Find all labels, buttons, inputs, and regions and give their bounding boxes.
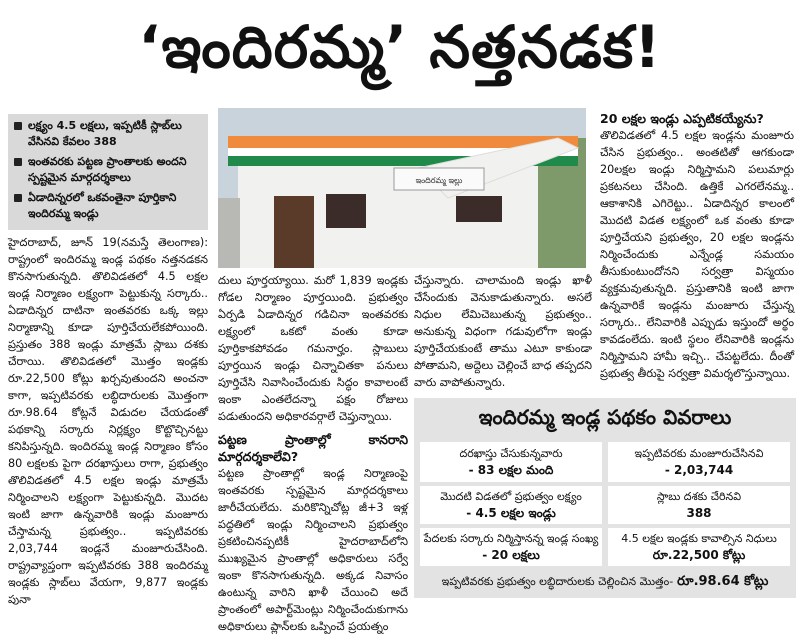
article-paragraph: చేస్తున్నారు. చాలామంది ఇండ్లు ఖాళీ చేసేందుకు వెనుకాడుతున్నారు. అసలే నిధుల లేమిచెబుతున్న ప్రభుత్వం.. అనుకున్న విధంగా గడువులోగా ఇండ్లు పూర్తిచేయకుంటే తాము ఎటూ కాకుండా పోతామని, అద్దెలు చెల్లించే బాధ తప్పదని వారు వాపోతున్నారు.: [414, 274, 592, 389]
highlights-box: [8, 114, 208, 230]
highlight-item: [14, 118, 202, 150]
highlight-item: [14, 190, 202, 222]
highlight-text: ఏడాదిన్నరలో ఒకవంతైనా పూర్తికాని ఇందిరమ్మ ఇండ్లు: [28, 191, 177, 220]
house-illustration: [218, 108, 586, 268]
article-column-3: [414, 272, 592, 391]
cell-label: మొదటి విడతలో ప్రభుత్వం లక్ష్యం: [440, 490, 582, 503]
article-column-4: [600, 110, 794, 382]
cell-value: - 4.5 లక్షల ఇండ్లు: [466, 506, 556, 520]
photo-board-text: ఇందిరమ్మ ఇల్లు: [415, 176, 463, 185]
bullet-icon: [14, 194, 22, 202]
footer-label: ఇప్పటివరకు ప్రభుత్వం లబ్ధిదారులకు చెల్లించిన మొత్తం-: [441, 575, 674, 588]
cell-value: - 83 లక్షల మంది: [468, 463, 554, 477]
cell-value: - 2,03,744: [664, 463, 734, 477]
bullet-icon: [14, 122, 22, 130]
cell-value: రూ.22,500 కోట్లు: [652, 548, 746, 562]
cell-label: 4.5 లక్షల ఇండ్లకు కావాల్సిన నిధులు: [621, 532, 777, 545]
table-footer: [414, 570, 796, 596]
table-cell: [608, 442, 790, 482]
table-title: ఇందిరమ్మ ఇండ్ల పథకం వివరాలు: [478, 404, 732, 429]
headline: ‘ఇందిరమ్మ’ నత్తనడక!: [138, 12, 662, 81]
table-cell: [608, 486, 790, 524]
highlight-text: ఇంతవరకు పట్టణ ప్రాంతాలకు అందని స్పష్టమైన మార్గదర్శకాలు: [28, 155, 187, 184]
footer-value: రూ.98.64 కోట్లు: [677, 574, 769, 589]
table-cell: [420, 528, 602, 566]
table-cell: [608, 528, 790, 566]
article-paragraph: దులు పూర్తయ్యాయి. మరో 1,839 ఇండ్లకు గోడల నిర్మాణం పూర్తయింది. ప్రభుత్వం ఏర్పడి ఏడాదిన్నర గడిచినా ఇంతవరకు లక్ష్యంలో ఒకటో వంతు కూడా పూర్తికాకపోవడం గమనార్హం. స్లాబులు పూర్తయిన ఇండ్లు చిన్నాచితకా పనులు పూర్తిచేసి నివాసించేందుకు సిద్ధం కావాలంటే ఇంకా ఎంతలేదన్నా పక్షం రోజులు పడుతుందని అధికారవర్గాలే చెప్తున్నాయి.: [218, 274, 408, 423]
table-cell: [420, 442, 602, 482]
scheme-details-table: [414, 398, 796, 598]
table-cell: [420, 486, 602, 524]
article-paragraph: హైదరాబాద్, జూన్ 19(నమస్తే తెలంగాణ): రాష్ట్రంలో ఇందిరమ్మ ఇండ్ల పథకం నత్తనడకన కొనసాగుతున్నది. తొలివిడతలో 4.5 లక్షల ఇండ్ల నిర్మాణం లక్ష్యంగా పెట్టుకున్న సర్కారు.. ఏడాదిన్నర దాటినా ఇంతవరకు ఒక్క ఇల్లు నిర్మాణాన్ని కూడా పూర్తిచేయలేకపోయింది. ప్రస్తుతం 388 ఇండ్లు మాత్రమే స్లాబు దశకు చేరాయి. తొలివిడతలో మొత్తం ఇండ్లకు రూ.22,500 కోట్లు ఖర్చవుతుందని అంచనా కాగా, ఇప్పటివరకు లబ్ధిదారులకు మొత్తంగా రూ.98.64 కోట్లనే విడుదల చేయడంతో పథకాన్ని సర్కారు నిర్లక్ష్యం కొట్టొచ్చినట్టు కనిపిస్తున్నది. ఇందిరమ్మ ఇండ్ల నిర్మాణం కోసం 80 లక్షలకు పైగా దరఖాస్తులు రాగా, ప్రభుత్వం తొలివిడతలో 4.5 లక్షల ఇండ్లు మాత్రమే నిర్మించాలని లక్ష్యంగా పెట్టుకున్నది. మొదట ఇంటి జాగా ఉన్నవారికి ఇండ్లు మంజూరు చేస్తామన్న ప్రభుత్వం.. ఇప్పటివరకు 2,03,744 ఇండ్లనే మంజూరుచేసింది. రాష్ట్రవ్యాప్తంగా ఇప్పటివరకు 388 ఇందిరమ్మ ఇండ్లకు స్లాబ్‌లు వేయగా, 9,877 ఇండ్లకు పునా: [8, 236, 208, 606]
highlight-item: [14, 154, 202, 186]
cell-value: - 20 లక్షలు: [482, 548, 540, 562]
article-column-1: [8, 234, 208, 608]
house-photo: [218, 108, 586, 268]
cell-label: పేదలకు సర్కారు నిర్మిస్తానన్న ఇండ్ల సంఖ్య: [423, 532, 599, 545]
highlight-text: లక్ష్యం 4.5 లక్షలు, ఇప్పటికీ స్లాబ్‌లు వేసినవి కేవలం 388: [28, 119, 182, 148]
article-paragraph: పట్టణ ప్రాంతాల్లో ఇండ్ల నిర్మాణంపై ఇంతవరకు స్పష్టమైన మార్గదర్శకాలు జారీచేయలేదు. మరికొన్నిచోట్ల జీ+3 ఇళ్ల పద్ధతిలో ఇండ్లు నిర్మించాలని ప్రభుత్వం ప్రకటించినప్పటికీ హైదరాబాద్‌లోని ముఖ్యమైన ప్రాంతాల్లో అధికారులు సర్వే ఇంకా కొనసాగుతున్నది. అక్కడ నివాసం ఉంటున్న వారిని ఖాళీ చేయించి అదే ప్రాంతంలో అపార్ట్‌మెంట్లు నిర్మించేందుకుగాను అధికారులు ప్లాన్‌లకు ఒప్పించే ప్రయత్నం: [218, 467, 408, 633]
cell-label: ఇప్పటివరకు మంజూరుచేసినవి: [634, 447, 764, 460]
section-subhead: పట్టణ ప్రాంతాల్లో కానరాని మార్గదర్శకాలేవి?: [218, 432, 408, 464]
article-column-2: [218, 272, 408, 635]
article-paragraph: తొలివిడతలో 4.5 లక్షల ఇండ్లను మంజూరు చేసిన ప్రభుత్వం.. అంతటితో ఆగకుండా 20లక్షల ఇండ్లు నిర్మిస్తామని పలుమార్లు ప్రకటనలు చేసింది. ఉత్తికే ఎగరలేనమ్మ.. ఆకాశానికి ఎగిరెట్టు.. ఏడాదిన్నర కాలంలో మొదటి విడత లక్ష్యంలో ఒక వంతు కూడా పూర్తిచేయని ప్రభుత్వం, 20 లక్షల ఇండ్లను నిర్మించేందుకు ఎన్నేండ్ల సమయం తీసుకుంటుందోనని సర్వత్రా విస్మయం వ్యక్తమవుతున్నది. ప్రస్తుతానికి ఇంటి జాగా ఉన్నవారికే ఇండ్లను మంజూరు చేస్తున్న సర్కారు.. లేనివారికి ఎప్పుడు ఇస్తుందో అర్థం కావడంలేదు. ఇంటి స్థలం లేనివారికి ఇండ్లను నిర్మిస్తామని హామీ ఇచ్చి.. చేపట్టలేదు. దీంతో ప్రభుత్వ తీరుపై సర్వత్రా విమర్శలొస్తున్నాయి.: [600, 129, 794, 380]
bullet-icon: [14, 158, 22, 166]
cell-value: 388: [686, 506, 712, 520]
cell-label: స్లాబు దశకు చేరినవి: [656, 490, 742, 503]
cell-label: దరఖాస్తు చేసుకున్నవారు: [459, 447, 563, 460]
section-subhead: 20 లక్షల ఇండ్లు ఎప్పటికయ్యేను?: [600, 111, 764, 126]
